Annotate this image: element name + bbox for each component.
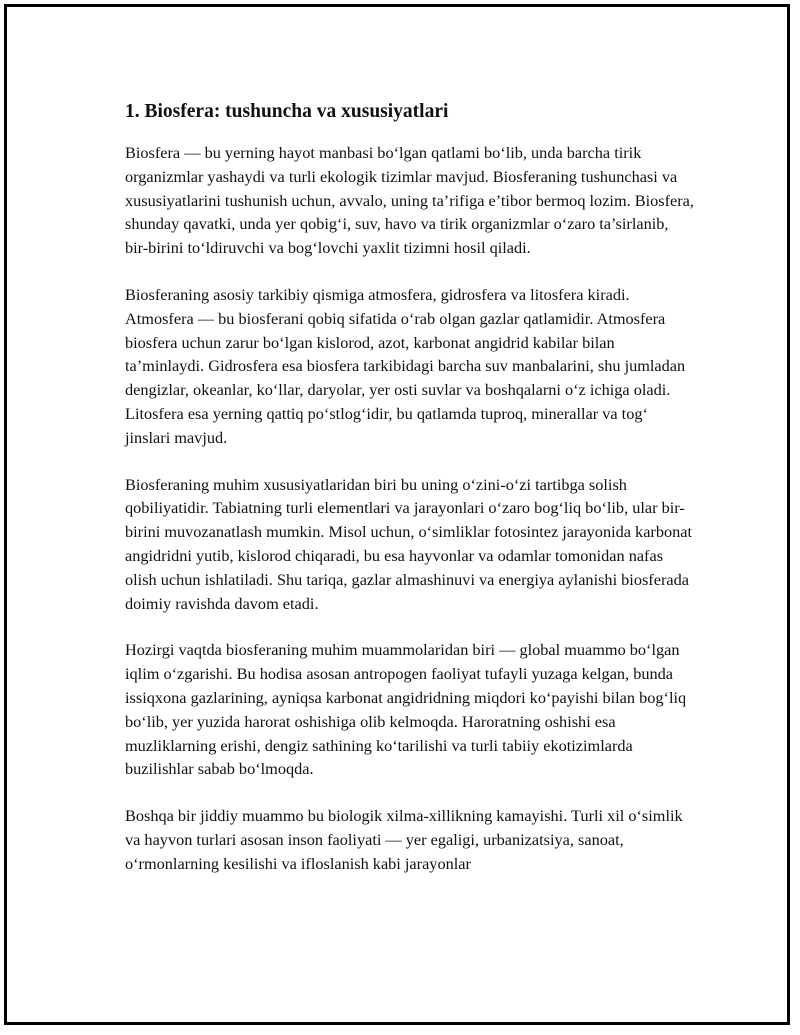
paragraph-biosfera-components: Biosferaning asosiy tarkibiy qismiga atmosfera, gidrosfera va litosfera kiradi. Atmosfera — bu biosferani qobiq sifatida o‘rab olgan gazlar qatlamidir. Atmosfera biosfera uchun zarur bo‘lgan kislorod, azot, karbonat angidrid kabilar bilan ta’minlaydi. Gidrosfera esa biosfera tarkibidagi barcha suv manbalarini, shu jumladan dengizlar, okeanlar, ko‘llar, daryolar, yer osti suvlar va boshqalarni o‘z ichiga oladi. Litosfera esa yerning qattiq po‘stlog‘idir, bu qatlamda tuproq, minerallar va tog‘ jinslari mavjud.	[125, 284, 686, 447]
paragraph-self-regulation: Biosferaning muhim xususiyatlaridan biri bu uning o‘zini-o‘zi tartibga solish qobiliyatidir. Tabiatning turli elementlari va jarayonlari o‘zaro bog‘liq bo‘lib, ular bir-birini muvozanatlash mumkin. Misol uchun, o‘simliklar fotosintez jarayonida karbonat angidridni yutib, kislorod chiqaradi, bu esa hayvonlar va odamlar tomonidan nafas olish uchun ishlatiladi. Shu tariqa, gazlar almashinuvi va energiya aylanishi biosferada doimiy ravishda davom etadi.	[125, 474, 693, 613]
document-title: 1. Biosfera: tushuncha va xususiyatlari	[125, 101, 449, 122]
paragraph-biodiversity: Boshqa bir jiddiy muammo bu biologik xilma-xillikning kamayishi. Turli xil o‘simlik va hayvon turlari asosan inson faoliyati — yer egaligi, urbanizatsiya, sanoat, o‘rmonlarning kesilishi va ifloslanish kabi jarayonlar	[125, 806, 683, 873]
paragraph-biosfera-definition: Biosfera — bu yerning hayot manbasi bo‘lgan qatlami bo‘lib, unda barcha tirik organizmlar yashaydi va turli ekologik tizimlar mavjud. Biosferaning tushunchasi va xususiyatlarini tushunish uchun, avvalo, uning ta’rifiga e’tibor bermoq lozim. Biosfera, shunday qavatki, unda yer qobig‘i, suv, havo va tirik organizmlar o‘zaro ta’sirlanib, bir-birini to‘ldiruvchi va bog‘lovchi yaxlit tizimni hosil qiladi.	[125, 143, 694, 258]
paragraph-climate-change: Hozirgi vaqtda biosferaning muhim muammolaridan biri — global muammo bo‘lgan iqlim o‘zgarishi. Bu hodisa asosan antropogen faoliyat tufayli yuzaga kelgan, bunda issiqxona gazlarining, ayniqsa karbonat angidridning miqdori ko‘payishi bilan bog‘liq bo‘lib, yer yuzida harorat oshishiga olib kelmoqda. Haroratning oshishi esa muzliklarning erishi, dengiz sathining ko‘tarilishi va turli tabiiy ekotizimlarda buzilishlar sabab bo‘lmoqda.	[125, 640, 687, 779]
document-body	[125, 97, 695, 899]
page-frame	[4, 4, 790, 1025]
